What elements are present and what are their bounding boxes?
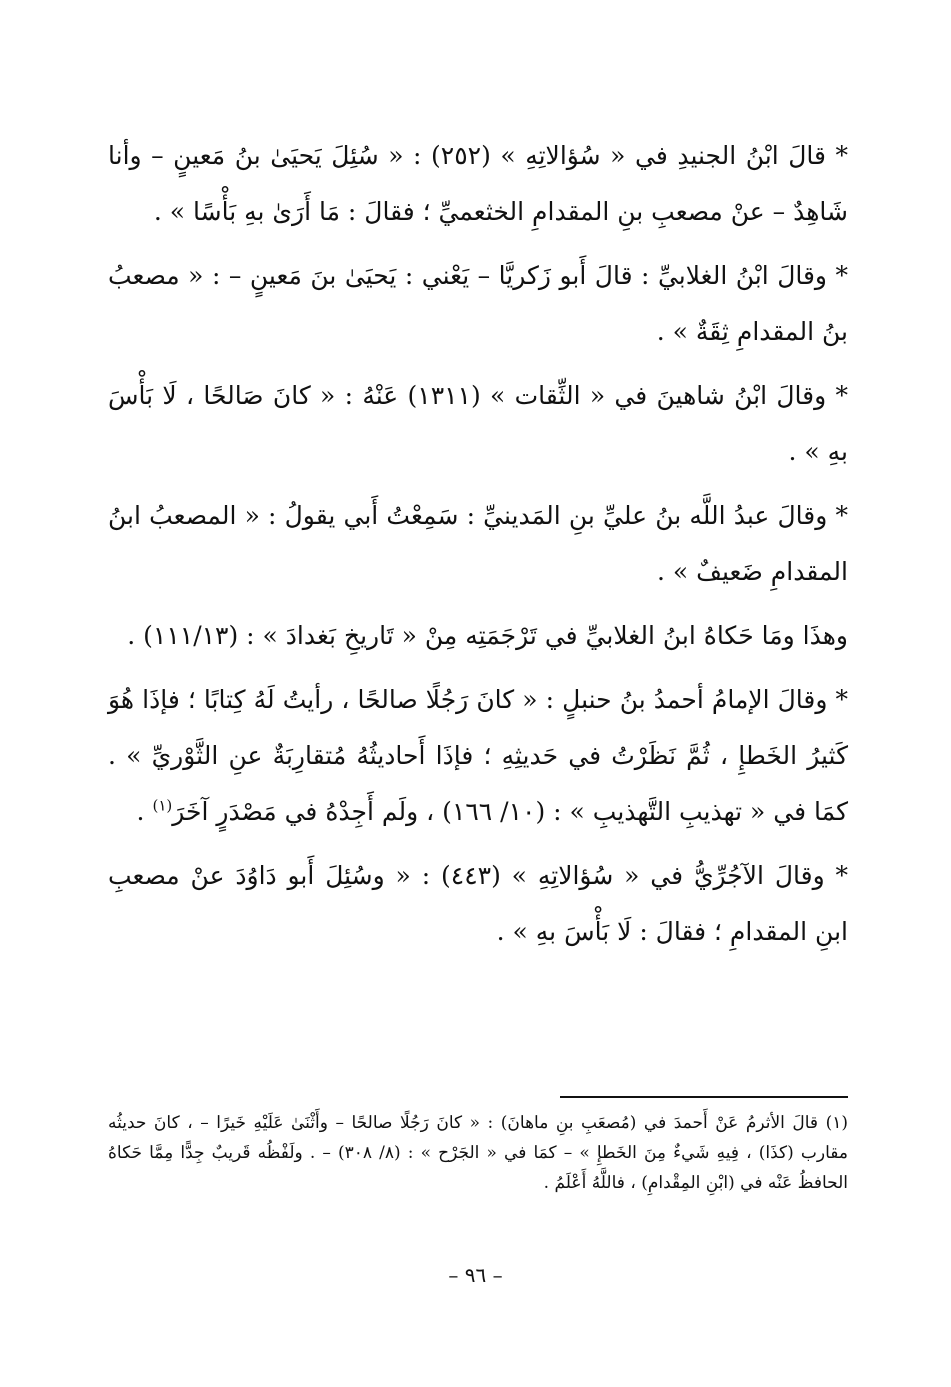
page-number: – ٩٦ – bbox=[448, 1263, 503, 1287]
paragraph-ibn-ghallabi: * وقالَ ابْنُ الغلابيِّ : قالَ أَبو زَكريَّا – يَعْني : يَحيَىٰ بنَ مَعينٍ – : « مصعبُ بنُ المقدامِ ثِقَةٌ » . bbox=[108, 261, 848, 346]
paragraph-tarikh-baghdad: وهذَا ومَا حَكاهُ ابنُ الغلابيِّ في تَرْجَمَتِه مِنْ « تَاريخِ بَغدادَ » : (١١١/١٣) . bbox=[127, 621, 848, 650]
paragraph-ibn-shahin: * وقالَ ابْنُ شاهينَ في « الثِّقات » (١٣١١) عَنْهُ : « كانَ صَالحًا ، لَا بَأْسَ بهِ » . bbox=[108, 381, 848, 466]
footnote-divider bbox=[560, 1096, 848, 1098]
paragraph-ibn-madini: * وقالَ عبدُ اللَّه بنُ عليِّ بنِ المَدينيِّ : سَمِعْتُ أَبي يقولُ : « المصعبُ ابنُ المقدامِ ضَعيفٌ » . bbox=[108, 501, 848, 586]
main-text bbox=[108, 128, 848, 968]
paragraph-ahmad-text: * وقالَ الإمامُ أحمدُ بنُ حنبلٍ : « كانَ رَجُلًا صالحًا ، رأيتُ لَهُ كِتابًا ؛ فإذَا هُوَ كَثيرُ الخَطإِ ، ثُمَّ نَظَرْتُ في حَديثِهِ ؛ فإذَا أَحاديثُهُ مُتقارِبَةٌ عنِ الثَّوْريِّ » . كمَا في « تهذيبِ التَّهذيبِ » : (١٠/ ١٦٦) ، ولَم أَجِدْهُ في مَصْدَرٍ آخَرَ bbox=[108, 685, 848, 826]
paragraph-ahmad-ibn-hanbal bbox=[108, 672, 848, 840]
paragraph-ajurri: * وقالَ الآجُرِّيُّ في « سُؤالاتِهِ » (٤٤٣) : « وسُئِلَ أَبو دَاوُدَ عنْ مصعبِ ابنِ المقدامِ ؛ فقالَ : لَا بَأْسَ بهِ » . bbox=[108, 861, 849, 946]
paragraph-ahmad-tail: . bbox=[136, 797, 153, 826]
footnotes-section bbox=[108, 1108, 848, 1198]
footnote-1: (١) قالَ الأثرمُ عَنْ أَحمدَ في (مُصعَبِ بنِ ماهانَ) : « كانَ رَجُلًا صالحًا – وأَثْنَىٰ عَلَيْهِ خَيرًا – ، كانَ حديثُه مقارب (كذَا) ، فِيهِ شَيءٌ مِنَ الخَطإِ » – كمَا في « الجَرْح » : (٨/ ٣٠٨) – . ولَفْظُه قَريبٌ جِدًّا مِمَّا حَكاهُ الحافظُ عَنْه في (ابْنِ المِقْدامِ) ، فاللَّهُ أَعْلَمُ . bbox=[108, 1113, 848, 1193]
footnote-reference[interactable]: (١) bbox=[152, 796, 173, 815]
paragraph-ibn-junayd: * قالَ ابْنُ الجنيدِ في « سُؤالاتِهِ » (٢٥٢) : « سُئِلَ يَحيَىٰ بنُ مَعينٍ – وأنا شَاهِدٌ – عنْ مصعبِ بنِ المقدامِ الخثعميِّ ؛ فقالَ : مَا أَرَىٰ بهِ بَأْسًا » . bbox=[108, 141, 849, 226]
